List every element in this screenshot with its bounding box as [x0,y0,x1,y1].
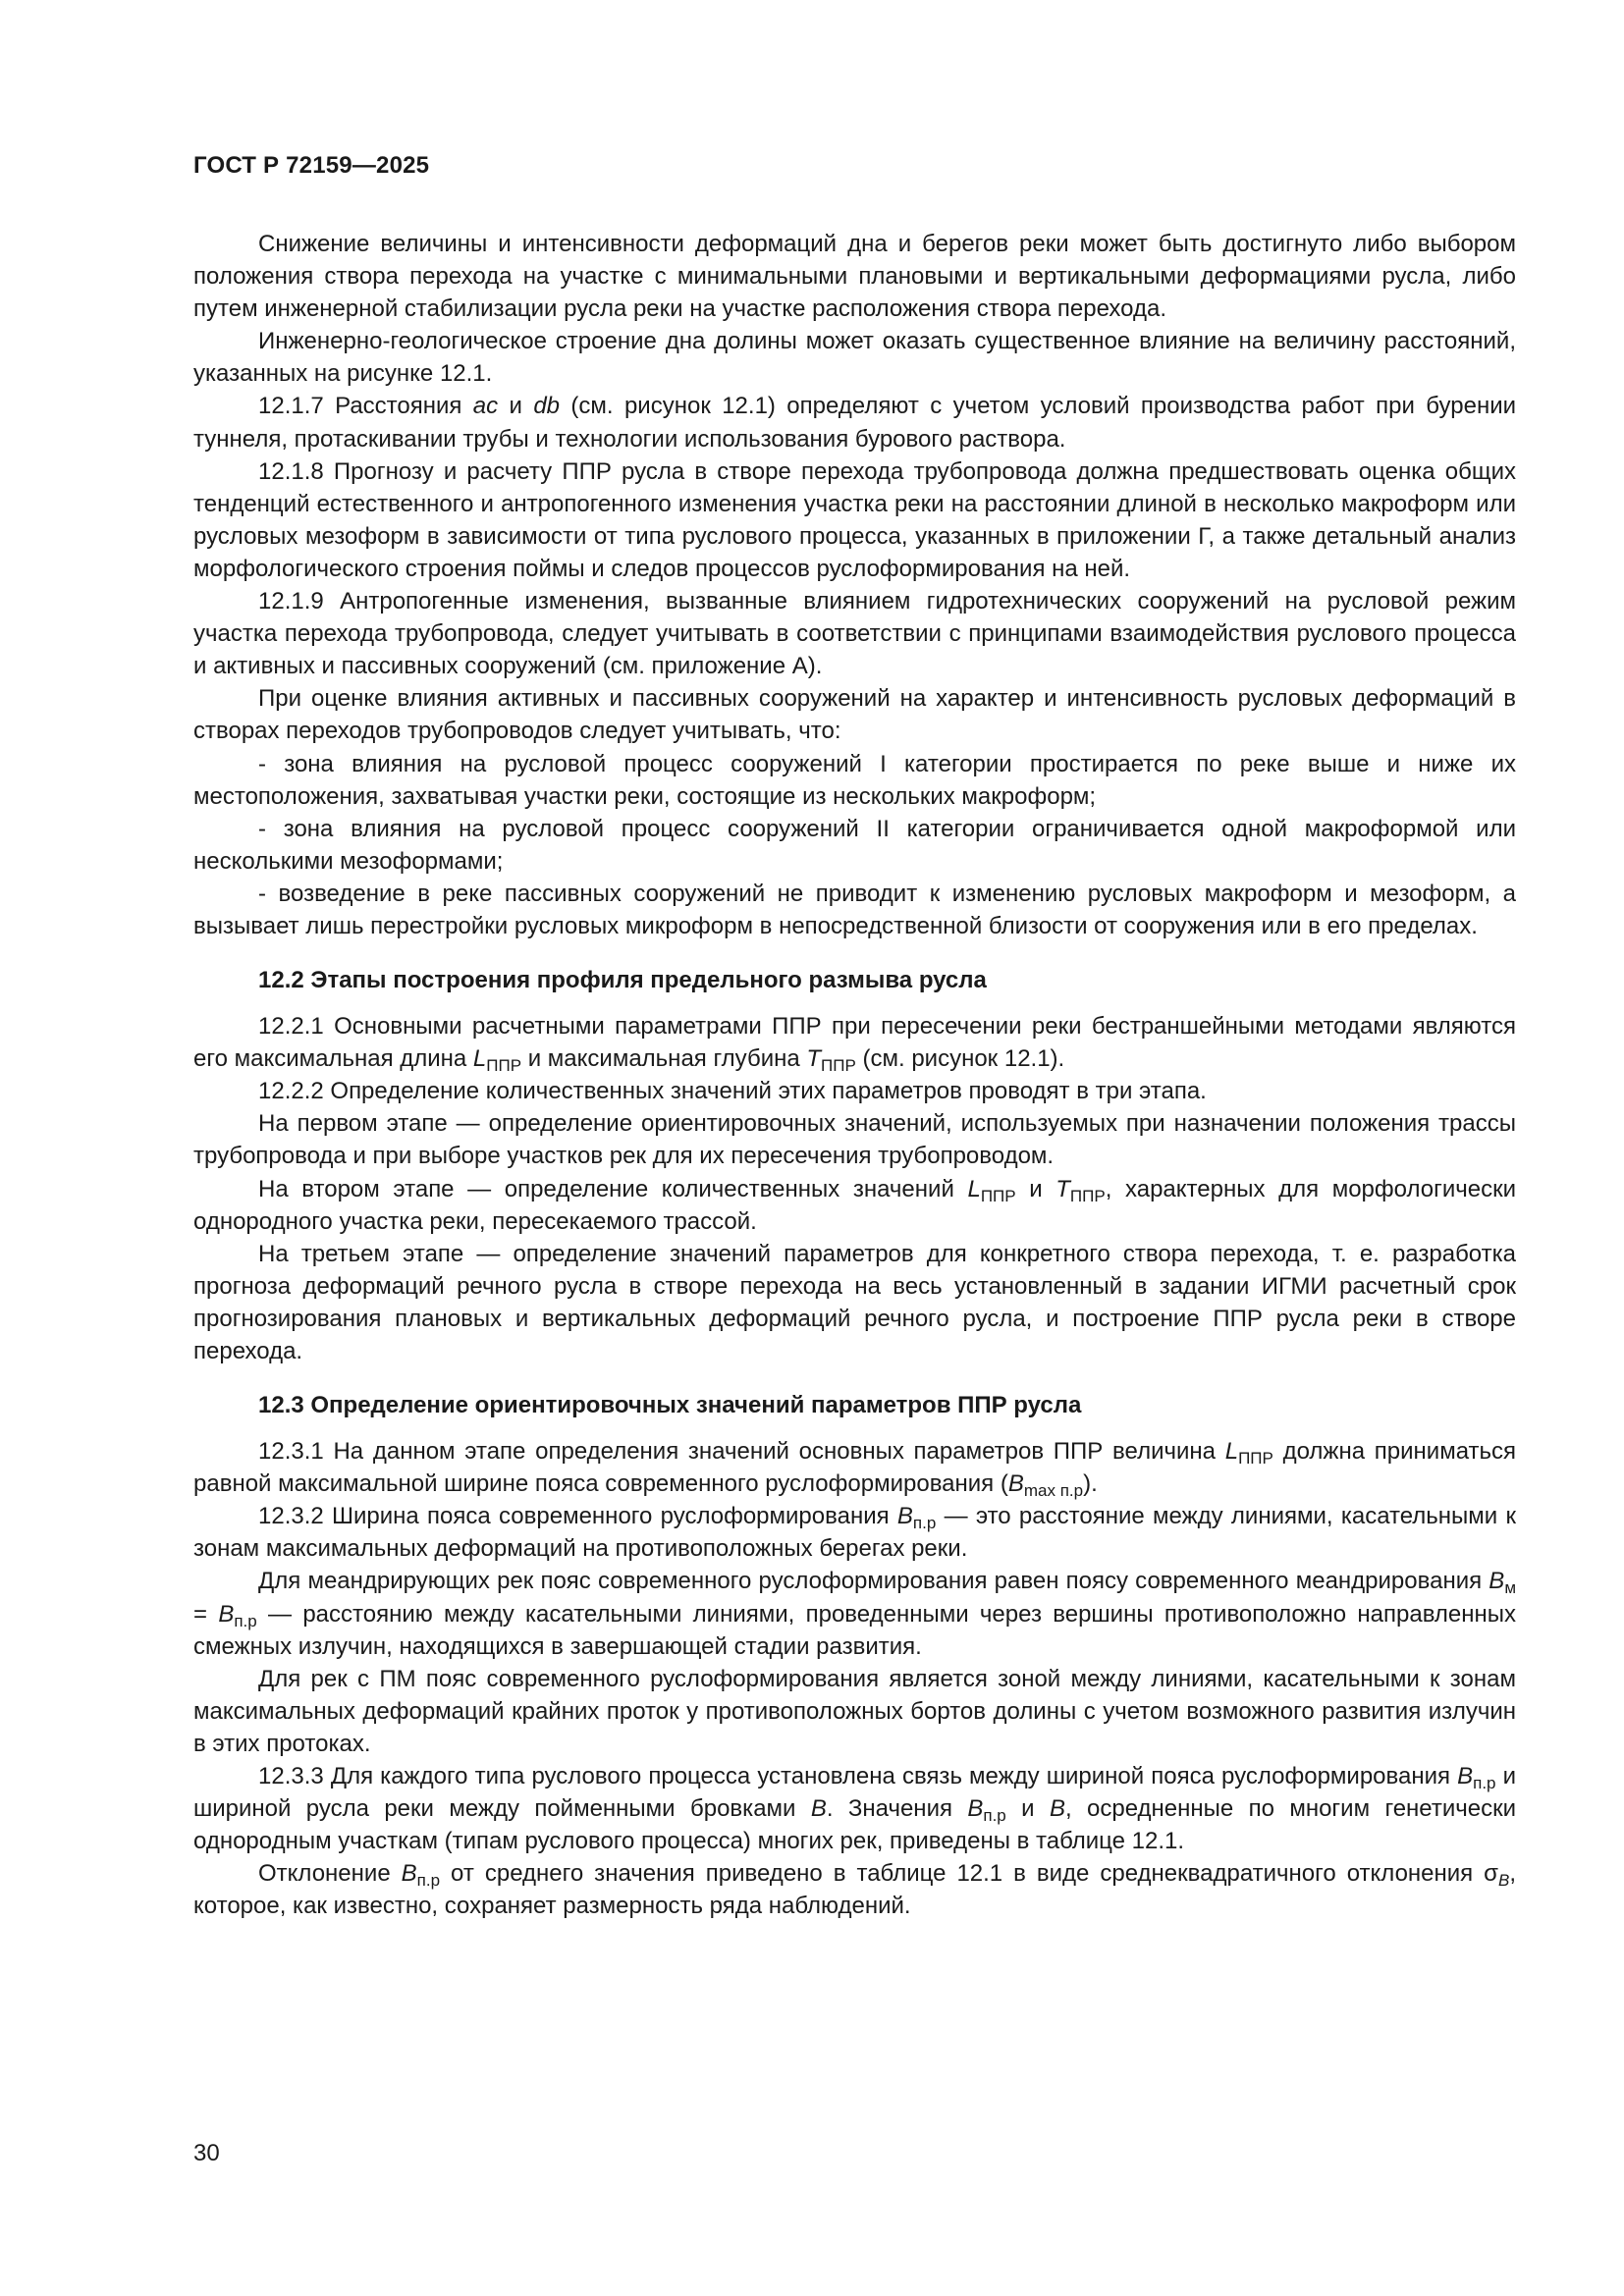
paragraph-12-1-7: 12.1.7 Расстояния ac и db (см. рисунок 12.1) определяют с учетом условий производства работ при бурении туннеля, протаскивании трубы и технологии использования бурового раствора. [193,393,1517,453]
paragraph: Снижение величины и интенсивности деформаций дна и берегов реки может быть достигнуто либо выбором положения створа перехода на участке с минимальными плановыми и вертикальными деформациями русла, либо путем инженерной стабилизации русла реки на участке расположения створа перехода. [193,231,1516,323]
paragraph-12-3-3: 12.3.3 Для каждого типа руслового процесса установлена связь между шириной пояса руслоформирования $B_{п.р}$ и шириной русла реки между пойменными бровками B. Значения $B_{п.р}$ и B, осредненные по многим генетически однородным участкам (типам руслового процесса) многих рек, приведены в таблице 12.1. [193,1763,1516,1855]
paragraph-12-2-2: 12.2.2 Определение количественных значений этих параметров проводят в три этапа. [258,1078,1207,1105]
paragraph-12-1-8: 12.1.8 Прогнозу и расчету ППР русла в створе перехода трубопровода должна предшествовать оценка общих тенденций естественного и антропогенного изменения участка реки на расстоянии длиной в несколько макроформ или русловых мезоформ в зависимости от типа руслового процесса, указанных в приложении Г, а также детальный анализ морфологического строения поймы и следов процессов руслоформирования на ней. [193,457,1516,582]
paragraph-12-2-1: 12.2.1 Основными расчетными параметрами ППР при пересечении реки бестраншейными методами являются его максимальная длина $L_{ППР}$ и максимальная глубина $T_{ППР}$ (см. рисунок 12.1). [193,1013,1516,1076]
paragraph-12-1-9: 12.1.9 Антропогенные изменения, вызванные влиянием гидротехнических сооружений на русловой режим участка перехода трубопровода, следует учитывать в соответствии с принципами взаимодействия руслового процесса и активных и пассивных сооружений (см. приложение А). [193,588,1516,680]
paragraph: На третьем этапе — определение значений параметров для конкретного створа перехода, т. е. разработка прогноза деформаций речного русла в створе перехода на весь установленный в задании ИГМИ расчетный срок прогнозирования плановых и вертикальных деформаций речного русла, и построение ППР русла реки в створе перехода. [193,1240,1516,1364]
page-body [193,228,1516,1923]
paragraph-12-3-2: 12.3.2 Ширина пояса современного руслоформирования $B_{п.р}$ — это расстояние между линиями, касательными к зонам максимальных деформаций на противоположных берегах реки. [193,1503,1516,1563]
section-heading-12-3: 12.3 Определение ориентировочных значений параметров ППР русла [258,1392,1082,1419]
paragraph: При оценке влияния активных и пассивных сооружений на характер и интенсивность русловых деформаций в створах переходов трубопроводов следует учитывать, что: [193,685,1516,745]
list-item: - зона влияния на русловой процесс сооружений I категории простирается по реке выше и ниже их местоположения, захватывая участки реки, состоящие из нескольких макроформ; [193,750,1516,810]
paragraph: Инженерно-геологическое строение дна долины может оказать существенное влияние на величину расстояний, указанных на рисунке 12.1. [193,328,1516,388]
document-header: ГОСТ Р 72159—2025 [193,152,430,179]
paragraph: Для рек с ПМ пояс современного руслоформирования является зоной между линиями, касательными к зонам максимальных деформаций крайних проток у противоположных бортов долины с учетом возможного развития излучин в этих протоках. [193,1665,1516,1757]
list-item: - возведение в реке пассивных сооружений не приводит к изменению русловых макроформ и мезоформ, а вызывает лишь перестройки русловых микроформ в непосредственной близости от сооружения или в его пределах. [193,880,1516,939]
paragraph: На втором этапе — определение количественных значений $L_{ППР}$ и $T_{ППР}$, характерных для морфологически однородного участка реки, пересекаемого трассой. [193,1175,1516,1235]
paragraph: На первом этапе — определение ориентировочных значений, используемых при назначении положения трассы трубопровода и при выборе участков рек для их пересечения трубопроводом. [193,1110,1516,1170]
paragraph-12-3-1: 12.3.1 На данном этапе определения значений основных параметров ППР величина $L_{ППР}$ должна приниматься равной максимальной ширине пояса современного руслоформирования $(B_{max п.р})$. [193,1438,1517,1501]
paragraph: Для меандрирующих рек пояс современного руслоформирования равен поясу современного меандрирования $B_м = B_{п.р}$ — расстоянию между касательными линиями, проведенными через вершины противоположно направленных смежных излучин, находящихся в завершающей стадии развития. [193,1568,1517,1660]
list-item: - зона влияния на русловой процесс сооружений II категории ограничивается одной макроформой или несколькими мезоформами; [193,815,1516,875]
page-number: 30 [193,2140,220,2166]
section-heading-12-2: 12.2 Этапы построения профиля предельного размыва русла [258,967,987,994]
paragraph: Отклонение $B_{п.р}$ от среднего значения приведено в таблице 12.1 в виде среднеквадратичного отклонения $\sigma_B$, которое, как известно, сохраняет размерность ряда наблюдений. [193,1860,1516,1920]
